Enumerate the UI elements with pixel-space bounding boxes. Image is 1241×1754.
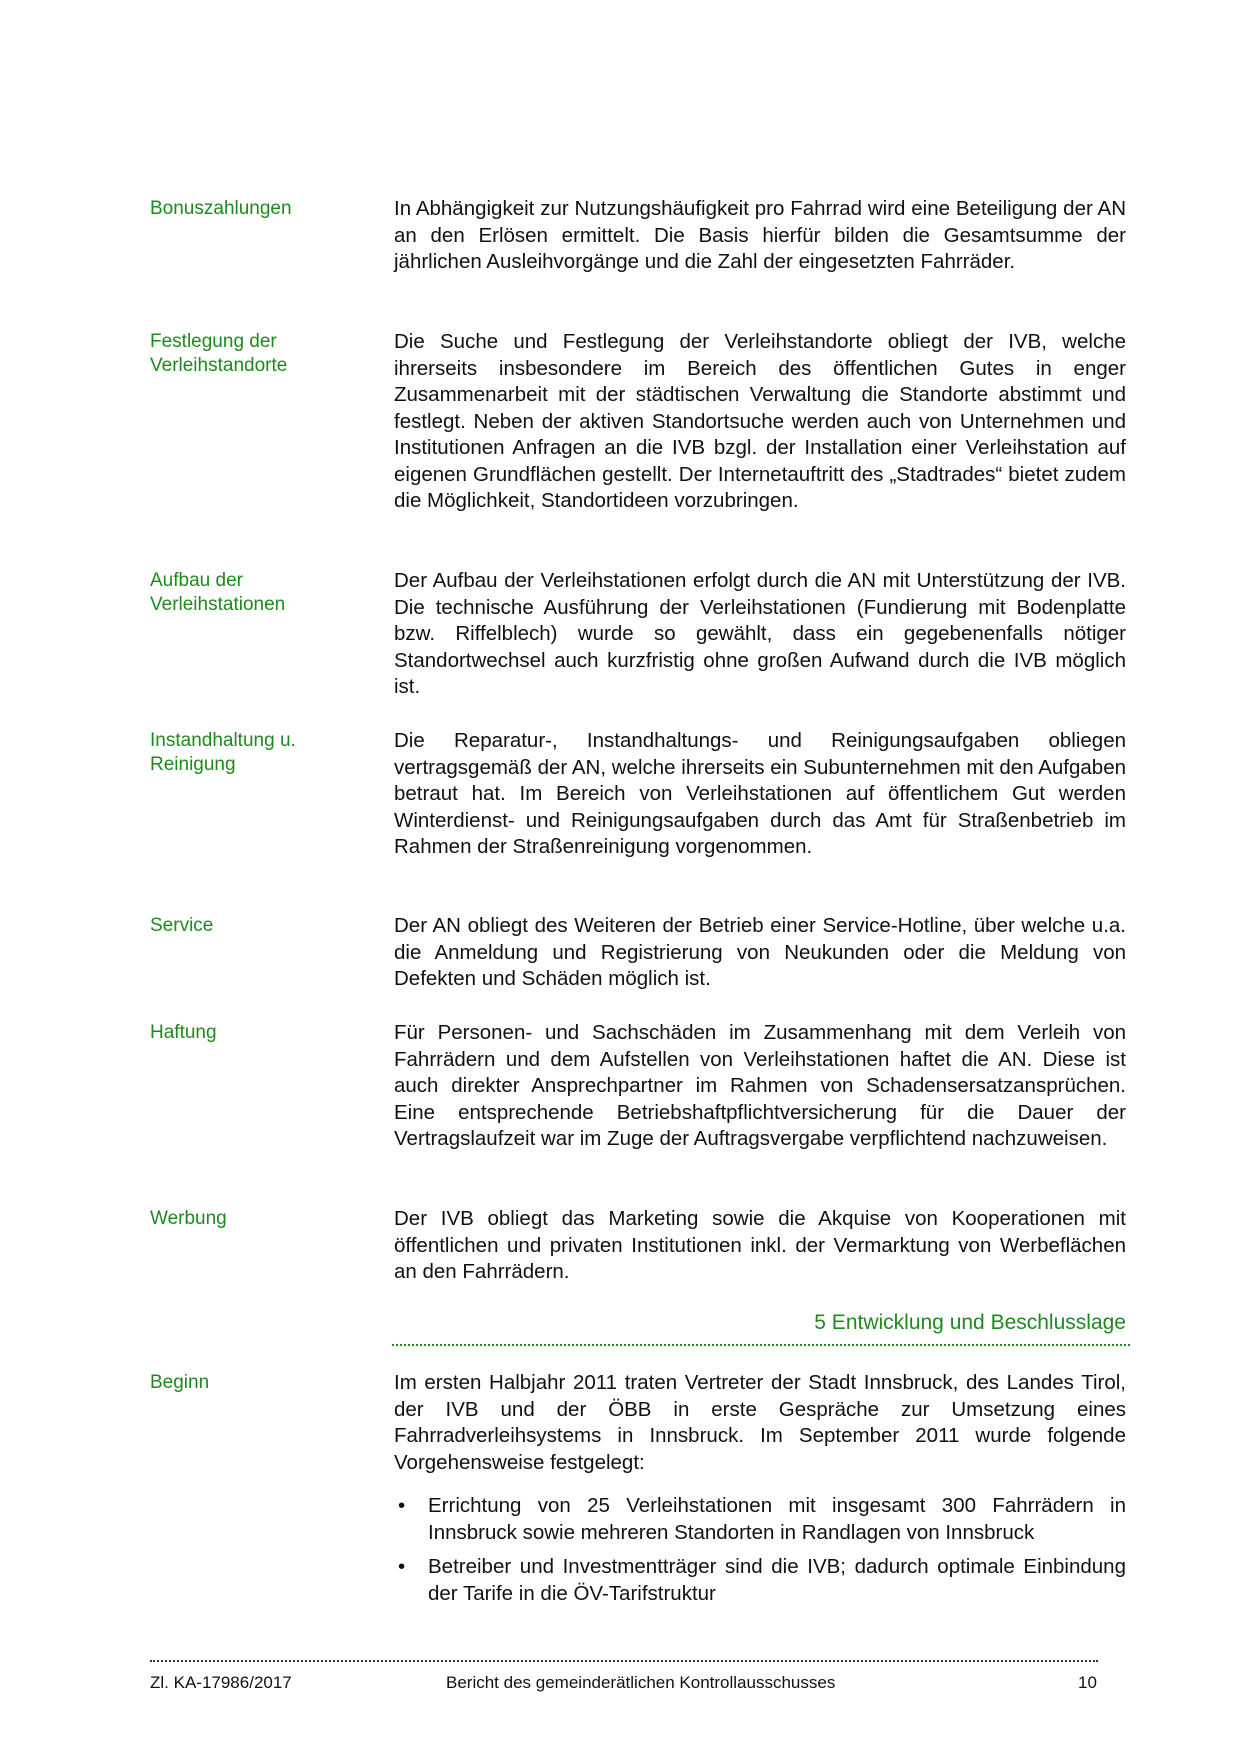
- section-label: Bonuszahlungen: [150, 198, 292, 219]
- footer-divider: [150, 1660, 1098, 1662]
- page-number: 10: [1078, 1673, 1097, 1692]
- section-text: Die Reparatur-, Instandhaltungs- und Reinigungsaufgaben obliegen vertragsgemäß der AN, welche ihrerseits ein Subunternehmen mit den Aufgaben betraut hat. Im Bereich von Verleihstationen auf öffentlichem Gut werden Winterdienst- und Reinigungsaufgaben durch das Amt für Straßenbetrieb im Rahmen der Straßenreinigung vorgenommen.: [394, 729, 1126, 858]
- footer-reference: Zl. KA-17986/2017: [150, 1673, 292, 1692]
- section-label: Service: [150, 915, 214, 936]
- chapter-heading: 5 Entwicklung und Beschlusslage: [814, 1311, 1126, 1334]
- section-label: Haftung: [150, 1022, 217, 1043]
- section-label: Beginn: [150, 1372, 210, 1393]
- section-label: Instandhaltung u. Reinigung: [150, 730, 296, 775]
- section-text: Im ersten Halbjahr 2011 traten Vertreter der Stadt Innsbruck, des Landes Tirol, der IVB und der ÖBB in erste Gespräche zur Umsetzung eines Fahrradverleihsystems in Innsbruck. Im September 2011 wurde folgende Vorgehensweise festgelegt:: [394, 1371, 1126, 1474]
- list-item-text: Errichtung von 25 Verleihstationen mit insgesamt 300 Fahrrädern in Innsbruck sowie mehreren Standorten in Randlagen von Innsbruck: [428, 1494, 1126, 1544]
- section-text: Der IVB obliegt das Marketing sowie die Akquise von Kooperationen mit öffentlichen und privaten Institutionen inkl. der Vermarktung von Werbeflächen an den Fahrrädern.: [394, 1207, 1126, 1283]
- section-text: Der Aufbau der Verleihstationen erfolgt durch die AN mit Unterstützung der IVB. Die technische Ausführung der Verleihstationen (Fundierung mit Bodenplatte bzw. Riffelblech) wurde so gewählt, dass ein gegebenenfalls nötiger Standortwechsel auch kurzfristig ohne großen Aufwand durch die IVB möglich ist.: [394, 569, 1126, 698]
- section-text: Für Personen- und Sachschäden im Zusammenhang mit dem Verleih von Fahrrädern und dem Aufstellen von Verleihstationen haftet die AN. Diese ist auch direkter Ansprechpartner im Rahmen von Schadensersatzansprüchen. Eine entsprechende Betriebshaftpflichtversicherung für die Dauer der Vertragslaufzeit war im Zuge der Auftragsvergabe verpflichtend nachzuweisen.: [394, 1021, 1126, 1150]
- heading-divider: [392, 1344, 1130, 1346]
- section-label: Aufbau der Verleihstationen: [150, 570, 286, 615]
- section-text: Der AN obliegt des Weiteren der Betrieb einer Service-Hotline, über welche u.a. die Anmeldung und Registrierung von Neukunden oder die Meldung von Defekten und Schäden möglich ist.: [394, 914, 1126, 990]
- bullet-list: [394, 1493, 1126, 1615]
- list-item: [394, 1493, 1126, 1546]
- list-item-text: Betreiber und Investmentträger sind die IVB; dadurch optimale Einbindung der Tarife in die ÖV-Tarifstruktur: [428, 1555, 1126, 1605]
- bullet-icon: •: [398, 1494, 406, 1517]
- section-text: Die Suche und Festlegung der Verleihstandorte obliegt der IVB, welche ihrerseits insbesondere im Bereich des öffentlichen Gutes in enger Zusammenarbeit mit der städtischen Verwaltung die Standorte abstimmt und festlegt. Neben der aktiven Standortsuche werden auch von Unternehmen und Institutionen Anfragen an die IVB bzgl. der Installation einer Verleihstation auf eigenen Grundflächen gestellt. Der Internetauftritt des „Stadtrades“ bietet zudem die Möglichkeit, Standortideen vorzubringen.: [394, 330, 1126, 512]
- section-text: In Abhängigkeit zur Nutzungshäufigkeit pro Fahrrad wird eine Beteiligung der AN an den Erlösen ermittelt. Die Basis hierfür bilden die Gesamtsumme der jährlichen Ausleihvorgänge und die Zahl der eingesetzten Fahrräder.: [394, 197, 1126, 273]
- footer-title: Bericht des gemeinderätlichen Kontrollausschusses: [446, 1673, 836, 1692]
- list-item: [394, 1554, 1126, 1607]
- bullet-icon: •: [398, 1555, 406, 1578]
- section-label: Werbung: [150, 1208, 227, 1229]
- section-label: Festlegung der Verleihstandorte: [150, 331, 288, 376]
